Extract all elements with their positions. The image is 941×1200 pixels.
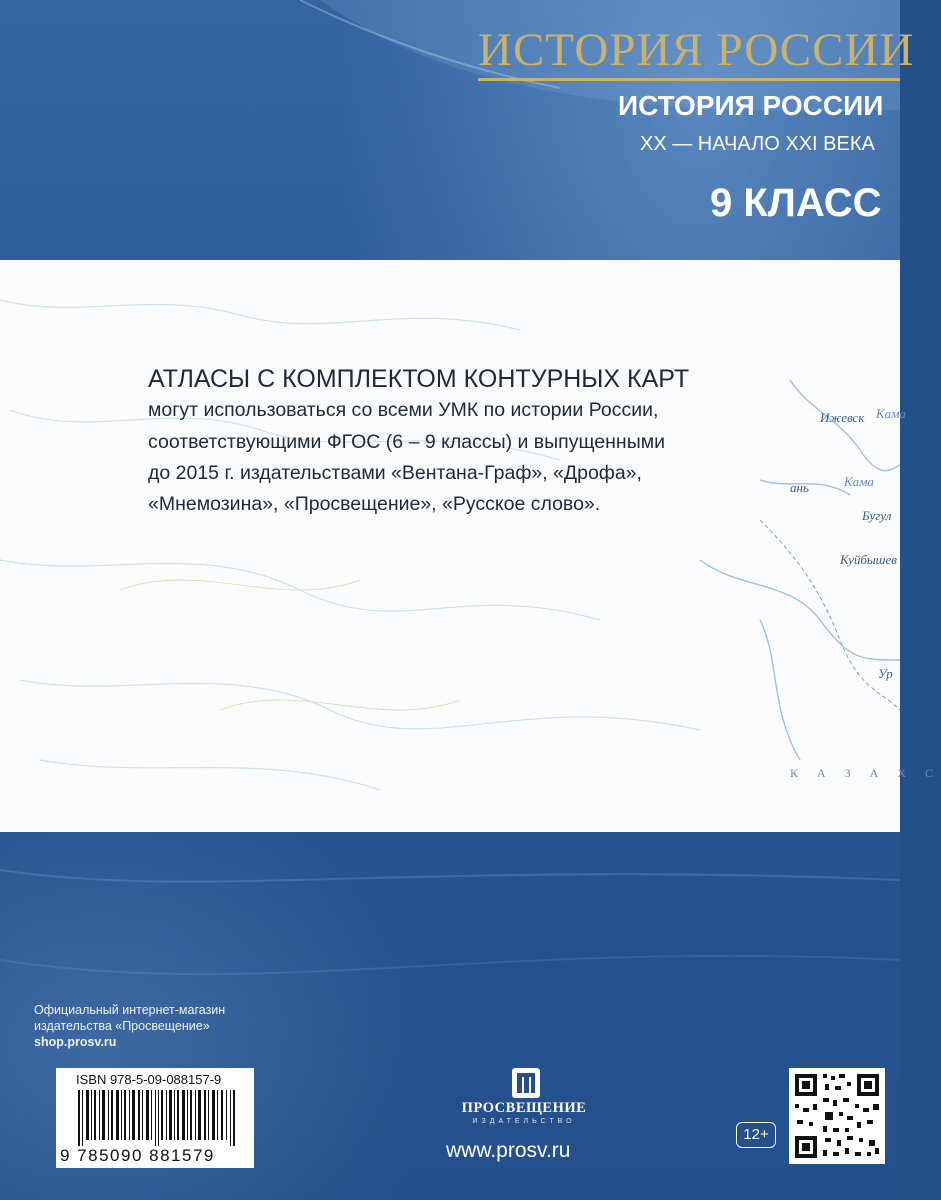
publisher-website[interactable]: www.prosv.ru xyxy=(446,1139,571,1162)
map-label-river: Кама xyxy=(844,474,874,489)
shop-line: издательства «Просвещение» xyxy=(34,1019,210,1033)
age-rating-badge: 12+ xyxy=(736,1122,776,1148)
prosveshchenie-logo-icon xyxy=(438,1066,618,1126)
info-line: соответствующими ФГОС (6 – 9 классы) и выпущенными xyxy=(148,431,666,453)
publisher-subtitle: ИЗДАТЕЛЬСТВО xyxy=(472,1118,576,1125)
grade-label: 9 КЛАСС xyxy=(710,181,882,225)
publisher-name: ПРОСВЕЩЕНИЕ xyxy=(461,1100,587,1116)
qr-code-icon[interactable] xyxy=(789,1068,885,1164)
shop-info xyxy=(34,1002,334,1050)
map-label-river: Кама xyxy=(876,406,906,421)
period-subtitle: XX — НАЧАЛО XXI ВЕКА xyxy=(640,133,875,155)
barcode-icon xyxy=(78,1090,238,1146)
isbn-barcode xyxy=(56,1068,254,1168)
contour-map-background xyxy=(0,260,900,832)
map-label-city: Куйбышев xyxy=(840,552,897,567)
info-line: до 2015 г. издательствами «Вентана-Граф», «Дрофа», xyxy=(148,462,642,484)
map-panel xyxy=(0,260,941,832)
shop-url[interactable]: shop.prosv.ru xyxy=(34,1035,117,1049)
shop-line: Официальный интернет-магазин xyxy=(34,1003,226,1017)
map-label-city: Ижевск xyxy=(820,410,865,425)
info-line: могут использоваться со всеми УМК по истории России, xyxy=(148,399,659,421)
info-line: «Мнемозина», «Просвещение», «Русское слово». xyxy=(148,493,601,515)
map-label-city: ань xyxy=(790,480,809,495)
map-label-city: Бугул xyxy=(862,508,892,523)
series-title: ИСТОРИЯ РОССИИ xyxy=(478,24,915,76)
book-title: ИСТОРИЯ РОССИИ xyxy=(618,90,884,121)
map-label-country: К А З А Х С xyxy=(790,766,941,780)
map-label-city: Ур xyxy=(878,666,893,681)
info-heading: АТЛАСЫ С КОМПЛЕКТОМ КОНТУРНЫХ КАРТ xyxy=(148,365,690,393)
isbn-number: ISBN 978-5-09-088157-9 xyxy=(76,1072,222,1087)
barcode-digits: 9 785090 881579 xyxy=(60,1146,215,1165)
title-rule xyxy=(478,78,900,81)
